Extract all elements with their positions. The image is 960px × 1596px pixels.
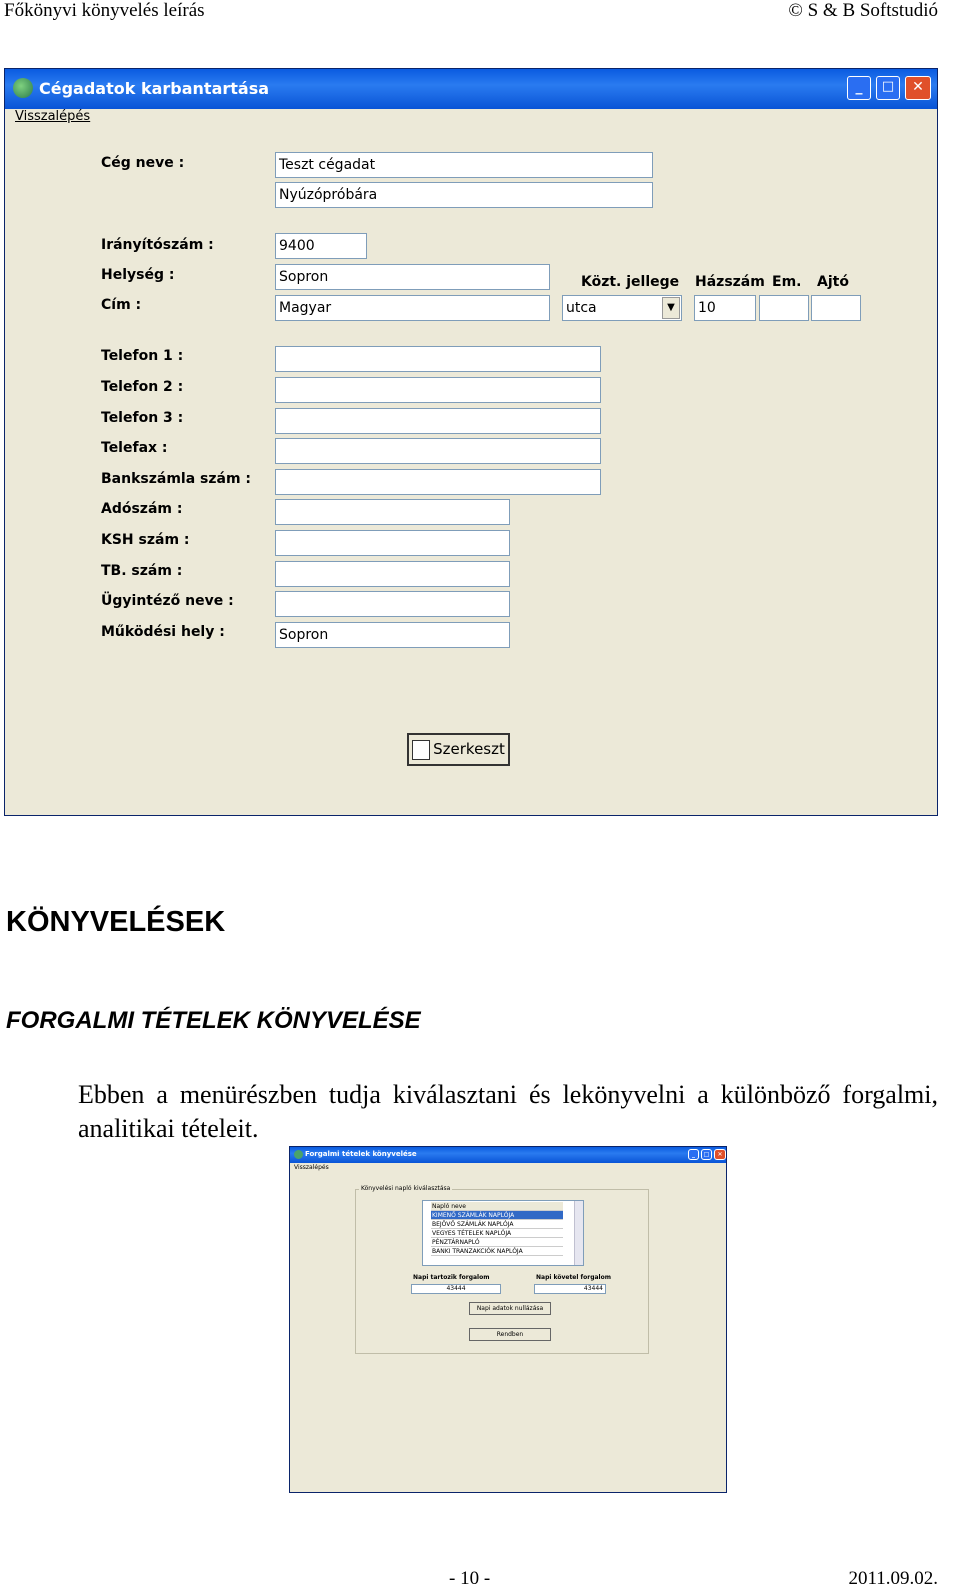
- napi-tartozik-input[interactable]: 43444: [411, 1284, 501, 1294]
- journal-list[interactable]: [422, 1200, 584, 1266]
- rendben-button[interactable]: Rendben: [469, 1328, 551, 1341]
- list-header: Napló neve: [431, 1202, 563, 1211]
- bankszamla-input[interactable]: [275, 469, 601, 495]
- globe-icon: [294, 1150, 303, 1159]
- ledger-entries-window: [289, 1146, 727, 1493]
- edit-icon: [412, 740, 430, 760]
- list-item[interactable]: PÉNZTÁRNAPLÓ: [431, 1238, 563, 1247]
- cim-input[interactable]: Magyar: [275, 295, 550, 321]
- window-title: Cégadatok karbantartása: [39, 79, 270, 98]
- dropdown-arrow-icon[interactable]: ▼: [662, 297, 680, 319]
- menu-visszalepes[interactable]: Visszalépés: [294, 1164, 329, 1171]
- label-ugyintezo: Ügyintéző neve :: [101, 593, 234, 609]
- em-input[interactable]: [759, 295, 809, 321]
- maximize-button[interactable]: □: [876, 76, 900, 100]
- list-scrollbar[interactable]: [574, 1201, 583, 1265]
- iranyitoszam-input[interactable]: 9400: [275, 233, 367, 259]
- label-telefon3: Telefon 3 :: [101, 410, 184, 426]
- kozt-jellege-value: utca: [566, 300, 597, 316]
- journal-group-label: Könyvelési napló kiválasztása: [361, 1185, 451, 1192]
- label-helyseg: Helység :: [101, 267, 175, 283]
- window-titlebar: [5, 69, 937, 109]
- label-hazszam: Házszám: [695, 274, 765, 290]
- label-iranyitoszam: Irányítószám :: [101, 237, 214, 253]
- ceg-neve-input-2[interactable]: Nyúzópróbára: [275, 182, 653, 208]
- label-cim: Cím :: [101, 297, 142, 313]
- list-item[interactable]: BEJÖVŐ SZÁMLÁK NAPLÓJA: [431, 1220, 563, 1229]
- ajto-input[interactable]: [811, 295, 861, 321]
- minimize-button[interactable]: _: [688, 1149, 699, 1160]
- globe-icon: [13, 78, 33, 98]
- napi-adatok-nullazasa-button[interactable]: Napi adatok nullázása: [469, 1302, 551, 1315]
- mukodesi-hely-input[interactable]: Sopron: [275, 622, 510, 648]
- telefax-input[interactable]: [275, 438, 601, 464]
- list-item[interactable]: VEGYES TÉTELEK NAPLÓJA: [431, 1229, 563, 1238]
- kozt-jellege-select[interactable]: [562, 295, 682, 321]
- label-telefon2: Telefon 2 :: [101, 379, 184, 395]
- hazszam-input[interactable]: 10: [694, 295, 756, 321]
- maximize-button[interactable]: □: [701, 1149, 712, 1160]
- label-telefax: Telefax :: [101, 440, 168, 456]
- edit-button-label: Szerkeszt: [433, 740, 505, 758]
- edit-button[interactable]: [407, 733, 510, 766]
- footer-date: 2011.09.02.: [848, 1568, 938, 1589]
- section-title: KÖNYVELÉSEK: [6, 906, 226, 938]
- helyseg-input[interactable]: Sopron: [275, 264, 550, 290]
- page-number: - 10 -: [449, 1568, 491, 1589]
- minimize-button[interactable]: _: [847, 76, 871, 100]
- journal-group: [355, 1185, 649, 1354]
- list-item[interactable]: KIMENŐ SZÁMLÁK NAPLÓJA: [431, 1211, 563, 1220]
- window2-title: Forgalmi tételek könyvelése: [305, 1150, 417, 1158]
- telefon1-input[interactable]: [275, 346, 601, 372]
- window2-titlebar: [290, 1147, 726, 1163]
- napi-kovetel-input[interactable]: 43444: [534, 1284, 606, 1294]
- napi-tartozik-label: Napi tartozik forgalom: [413, 1274, 490, 1281]
- adoszam-input[interactable]: [275, 499, 510, 525]
- label-ceg-neve: Cég neve :: [101, 155, 185, 171]
- ksh-input[interactable]: [275, 530, 510, 556]
- label-kozt-jellege: Közt. jellege: [581, 274, 680, 290]
- close-button[interactable]: ✕: [905, 76, 931, 100]
- ugyintezo-input[interactable]: [275, 591, 510, 617]
- label-ksh: KSH szám :: [101, 532, 190, 548]
- label-ajto: Ajtó: [817, 274, 849, 290]
- label-adoszam: Adószám :: [101, 501, 183, 517]
- label-tb: TB. szám :: [101, 563, 183, 579]
- label-bankszamla: Bankszámla szám :: [101, 471, 252, 487]
- subsection-title: FORGALMI TÉTELEK KÖNYVELÉSE: [6, 1007, 421, 1034]
- close-button[interactable]: ✕: [714, 1149, 726, 1160]
- ceg-neve-input-1[interactable]: Teszt cégadat: [275, 152, 653, 178]
- header-left: Főkönyvi könyvelés leírás: [4, 0, 205, 21]
- label-mukodesi-hely: Működési hely :: [101, 624, 225, 640]
- label-telefon1: Telefon 1 :: [101, 348, 184, 364]
- paragraph: Ebben a menürészben tudja kiválasztani és lekönyvelni a különböző forgalmi, analitikai tételeit.: [78, 1080, 938, 1143]
- telefon2-input[interactable]: [275, 377, 601, 403]
- napi-kovetel-label: Napi követel forgalom: [536, 1274, 611, 1281]
- tb-input[interactable]: [275, 561, 510, 587]
- company-data-window: [4, 68, 938, 816]
- list-item[interactable]: BANKI TRANZAKCIÓK NAPLÓJA: [431, 1247, 563, 1256]
- menu-visszalepes[interactable]: Visszalépés: [15, 109, 91, 124]
- label-em: Em.: [772, 274, 802, 290]
- telefon3-input[interactable]: [275, 408, 601, 434]
- header-right: © S & B Softstudió: [788, 0, 938, 21]
